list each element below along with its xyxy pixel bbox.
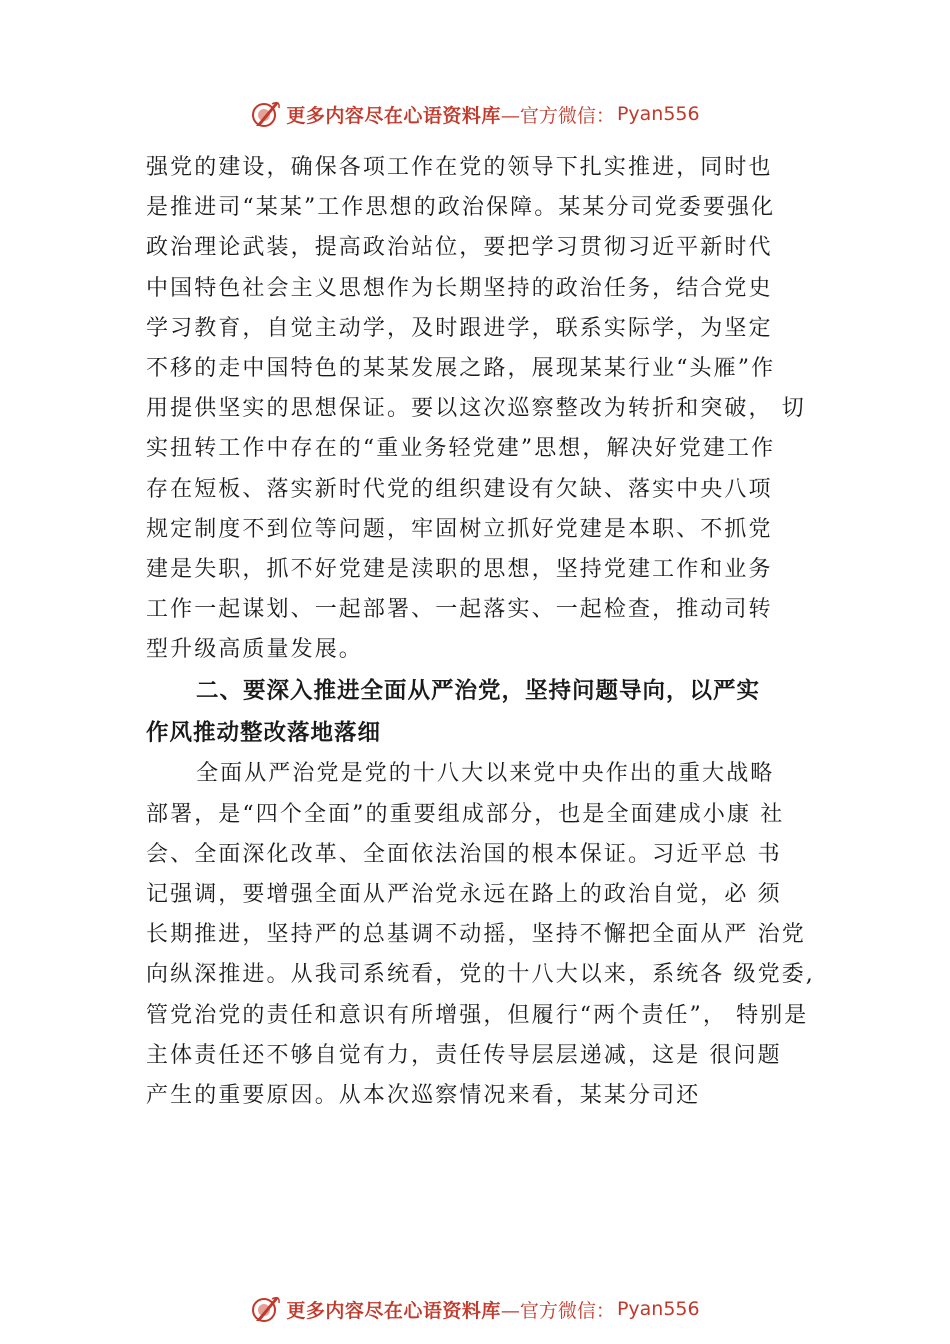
body-line: 政治理论武装，提高政治站位，要把学习贯彻习近平新时代 <box>146 235 773 261</box>
watermark-main-text: 更多内容尽在心语资料库 <box>286 104 501 127</box>
body-line: 存在短板、落实新时代党的组织建设有欠缺、落实中央八项 <box>146 476 773 502</box>
body-line: 产生的重要原因。从本次巡察情况来看，某某分司还 <box>146 1082 701 1108</box>
body-line: 用提供坚实的思想保证。要以这次巡察整改为转折和突破， 切 <box>146 396 806 422</box>
watermark-footer <box>0 1289 950 1329</box>
section-heading-line: 二、要深入推进全面从严治党，坚持问题导向，以严实 <box>196 678 761 705</box>
watermark-id-text: Pyan556 <box>616 1298 700 1320</box>
document-body <box>146 148 846 1116</box>
section-heading-line: 作风推动整改落地落细 <box>146 720 382 747</box>
body-line: 全面从严治党是党的十八大以来党中央作出的重大战略 <box>196 761 775 787</box>
body-line: 会、全面深化改革、全面依法治国的根本保证。习近平总 书 <box>146 841 782 867</box>
watermark-header <box>0 94 950 134</box>
body-line: 型升级高质量发展。 <box>146 637 363 663</box>
watermark-main-text: 更多内容尽在心语资料库 <box>286 1299 501 1322</box>
watermark-id-text: Pyan556 <box>616 103 700 125</box>
body-line: 实扭转工作中存在的“重业务轻党建”思想，解决好党建工作 <box>146 436 776 462</box>
body-line: 管党治党的责任和意识有所增强，但履行“两个责任”， 特别是 <box>146 1002 809 1028</box>
body-line: 强党的建设，确保各项工作在党的领导下扎实推进，同时也 <box>146 155 773 180</box>
body-line: 向纵深推进。从我司系统看，党的十八大以来，系统各 级党委, <box>146 962 815 988</box>
body-line: 部署，是“四个全面”的重要组成部分，也是全面建成小康 社 <box>146 801 785 827</box>
body-line: 建是失职，抓不好党建是渎职的思想，坚持党建工作和业务 <box>146 556 773 582</box>
quill-pen-seal-icon <box>250 98 282 130</box>
quill-pen-seal-icon <box>250 1293 282 1325</box>
body-line: 工作一起谋划、一起部署、一起落实、一起检查，推动司转 <box>146 597 773 623</box>
body-line: 是推进司“某某”工作思想的政治保障。某某分司党委要强化 <box>146 195 776 221</box>
body-line: 不移的走中国特色的某某发展之路，展现某某行业“头雁”作 <box>146 355 776 381</box>
body-line: 学习教育，自觉主动学，及时跟进学，联系实际学，为坚定 <box>146 315 773 341</box>
body-line: 记强调，要增强全面从严治党永远在路上的政治自觉，必 须 <box>146 882 782 907</box>
watermark-mid-text: —官方微信： <box>500 104 615 127</box>
body-line: 规定制度不到位等问题，牢固树立抓好党建是本职、不抓党 <box>146 516 773 542</box>
body-line: 长期推进，坚持严的总基调不动摇，坚持不懈把全面从严 治党 <box>146 922 806 948</box>
watermark-mid-text: —官方微信： <box>500 1299 615 1322</box>
body-line: 中国特色社会主义思想作为长期坚持的政治任务，结合党史 <box>146 275 773 301</box>
body-line: 主体责任还不够自觉有力，责任传导层层递减，这是 很问题 <box>146 1042 782 1068</box>
